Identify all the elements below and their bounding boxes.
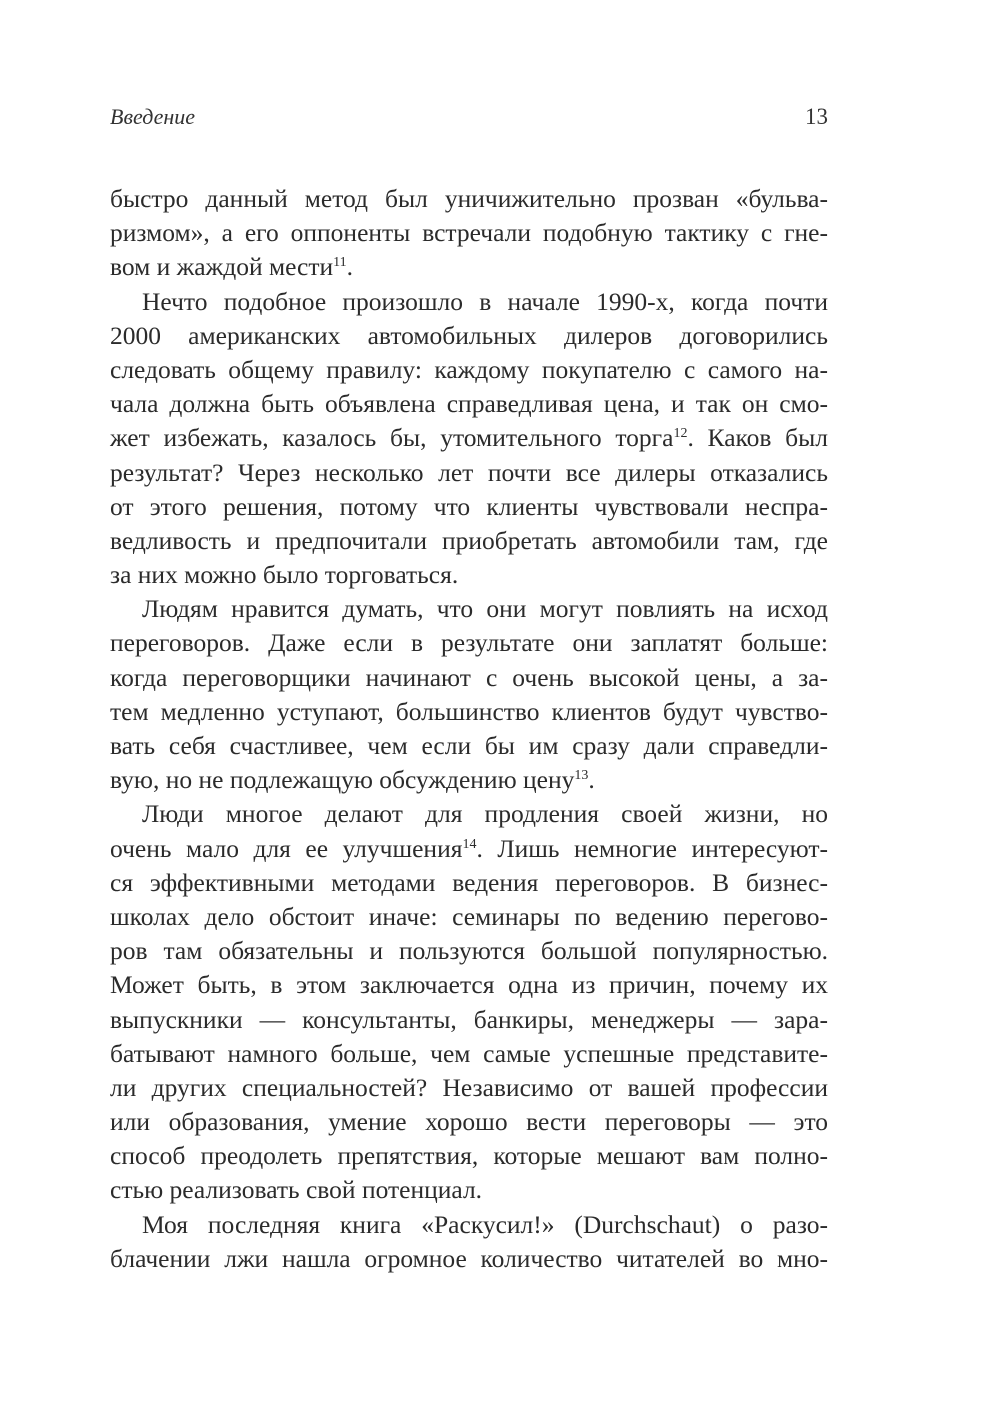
running-title: Введение [110,104,196,129]
text-line: Люди многое делают для продления своей жизни, но [142,799,828,829]
text-line: способ преодолеть препятствия, которые мешают вам полно- [110,1141,828,1171]
text-line: ли других специальностей? Независимо от вашей профессии [110,1072,828,1102]
text-line: за них можно было торговаться. [110,560,459,590]
text-line: или образования, умение хорошо вести переговоры — это [110,1107,828,1137]
text-line: ведливость и предпочитали приобретать автомобили там, где [110,525,828,555]
footnote-ref: 11 [333,255,347,271]
text-line: быстро данный метод был уничижительно прозван «бульва- [110,184,828,213]
text-line: выпускники — консультанты, банкиры, менеджеры — зара- [110,1004,828,1034]
footnote-ref: 12 [673,426,688,442]
text-line: Нечто подобное произошло в начале 1990-х, когда почти [142,286,828,316]
footnote-ref: 13 [574,768,589,784]
text-line: ся эффективными методами ведения переговоров. В бизнес- [110,867,828,897]
text-line: когда переговорщики начинают с очень высокой цены, а за- [110,662,828,692]
text-line: Людям нравится думать, что они могут повлиять на исход [142,594,828,624]
text-line: жет избежать, казалось бы, утомительного торга$^{12}$. Каков был [110,423,828,453]
text-line: Может быть, в этом заключается одна из причин, почему их [110,970,828,1000]
text-line: блачении лжи нашла огромное количество читателей во мно- [110,1243,828,1273]
text-line: переговоров. Даже если в результате они заплатят больше: [110,628,828,658]
footnote-ref: 14 [462,836,477,852]
text-line: стью реализовать свой потенциал. [110,1175,483,1205]
text-line: ров там обязательны и пользуются большой популярностью. [110,936,828,966]
text-line: следовать общему правилу: каждому покупателю с самого на- [110,354,828,384]
text-line: тем медленно уступают, большинство клиентов будут чувство- [110,696,828,726]
text-line: вую, но не подлежащую обсуждению цену$^{13}$. [110,765,595,795]
page-number: 13 [805,104,828,129]
text-line: вом и жаждой мести$^{11}$. [110,252,354,282]
text-line: очень мало для ее улучшения$^{14}$. Лишь немногие интересуют- [110,833,828,863]
text-line: чала должна быть объявлена справедливая цена, и так он смо- [110,389,828,419]
body-text [110,182,828,1276]
text-line: школах дело обстоит иначе: семинары по ведению перегово- [110,901,828,931]
text-line: Моя последняя книга «Раскусил!» (Durchschaut) о разо- [142,1209,828,1239]
text-line: 2000 американских автомобильных дилеров договорились [110,320,828,350]
text-line: вать себя счастливее, чем если бы им сразу дали справедли- [110,731,828,760]
text-line: ризмом», а его оппоненты встречали подобную тактику с гне- [110,218,828,248]
text-line: батывают намного больше, чем самые успешные представите- [110,1038,828,1068]
text-line: результат? Через несколько лет почти все дилеры отказались [110,457,828,487]
text-line: от этого решения, потому что клиенты чувствовали неспра- [110,491,828,521]
